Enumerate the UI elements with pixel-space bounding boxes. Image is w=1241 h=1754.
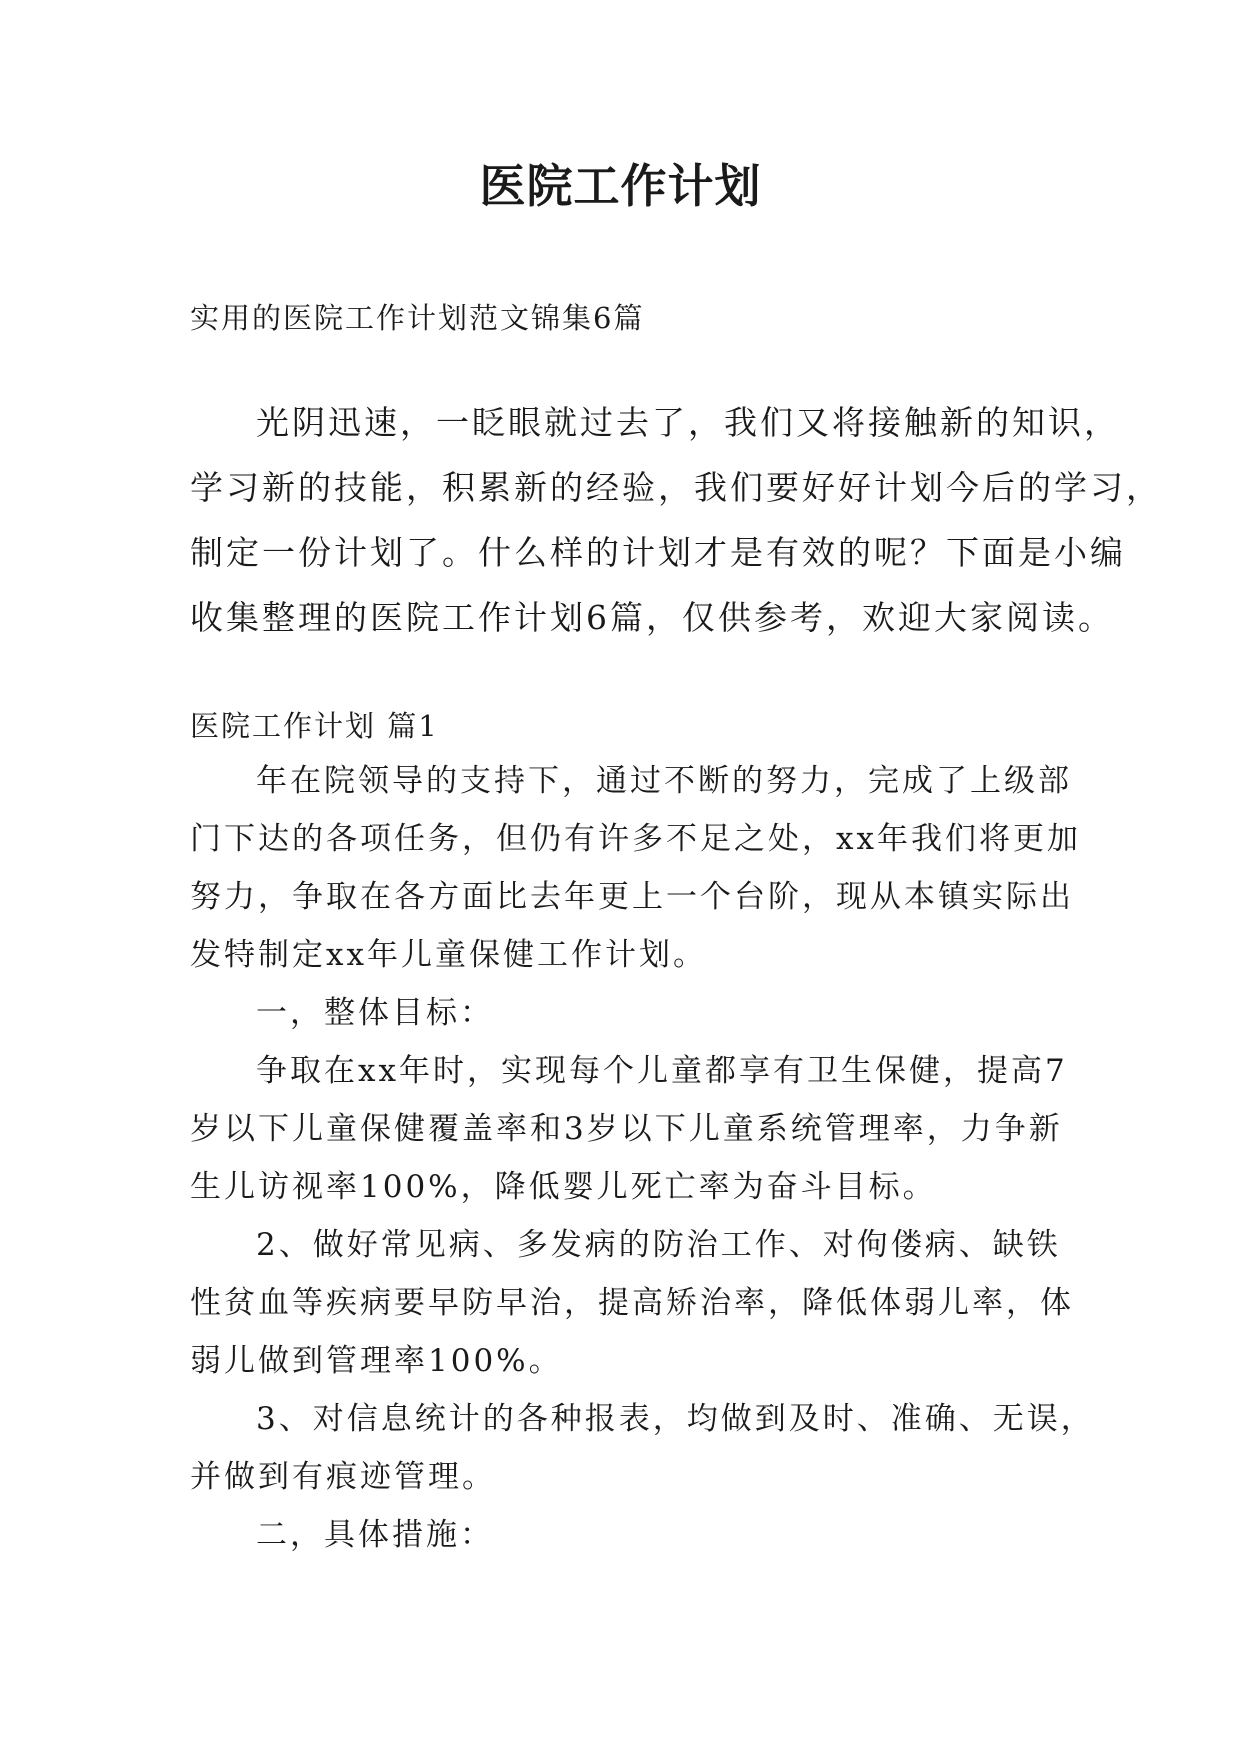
section-line: 性贫血等疾病要早防早治，提高矫治率，降低体弱儿率，体	[190, 1285, 1074, 1321]
intro-paragraph	[190, 390, 1162, 650]
section-line: 弱儿做到管理率100%。	[190, 1343, 563, 1379]
section-line: 并做到有痕迹管理。	[190, 1459, 496, 1495]
intro-line: 制定一份计划了。什么样的计划才是有效的呢？下面是小编	[190, 533, 1126, 572]
section-line: 3、对信息统计的各种报表，均做到及时、准确、无误，	[256, 1401, 1095, 1437]
section-line: 岁以下儿童保健覆盖率和3岁以下儿童系统管理率，力争新	[190, 1111, 1063, 1147]
section-line: 年在院领导的支持下，通过不断的努力，完成了上级部	[256, 763, 1072, 799]
section-line: 争取在xx年时，实现每个儿童都享有卫生保健，提高7	[256, 1053, 1068, 1089]
section-line: 发特制定xx年儿童保健工作计划。	[190, 937, 707, 973]
section-line: 努力，争取在各方面比去年更上一个台阶，现从本镇实际出	[190, 879, 1074, 915]
section-title: 医院工作计划 篇1	[190, 709, 439, 743]
intro-line: 学习新的技能，积累新的经验，我们要好好计划今后的学习，	[190, 468, 1162, 507]
section-line: 2、做好常见病、多发病的防治工作、对佝偻病、缺铁	[256, 1227, 1061, 1263]
intro-line: 光阴迅速，一眨眼就过去了，我们又将接触新的知识，	[256, 403, 1120, 442]
section-body	[190, 752, 1095, 1564]
document-subtitle: 实用的医院工作计划范文锦集6篇	[190, 301, 645, 335]
section-line: 门下达的各项任务，但仍有许多不足之处，xx年我们将更加	[190, 821, 1081, 857]
intro-line: 收集整理的医院工作计划6篇，仅供参考，欢迎大家阅读。	[190, 598, 1114, 637]
document-title: 医院工作计划	[479, 159, 762, 213]
section-heading-goal: 一，整体目标：	[256, 995, 494, 1031]
section-heading-measures: 二，具体措施：	[256, 1517, 494, 1553]
section-line: 生儿访视率100%，降低婴儿死亡率为奋斗目标。	[190, 1169, 937, 1205]
